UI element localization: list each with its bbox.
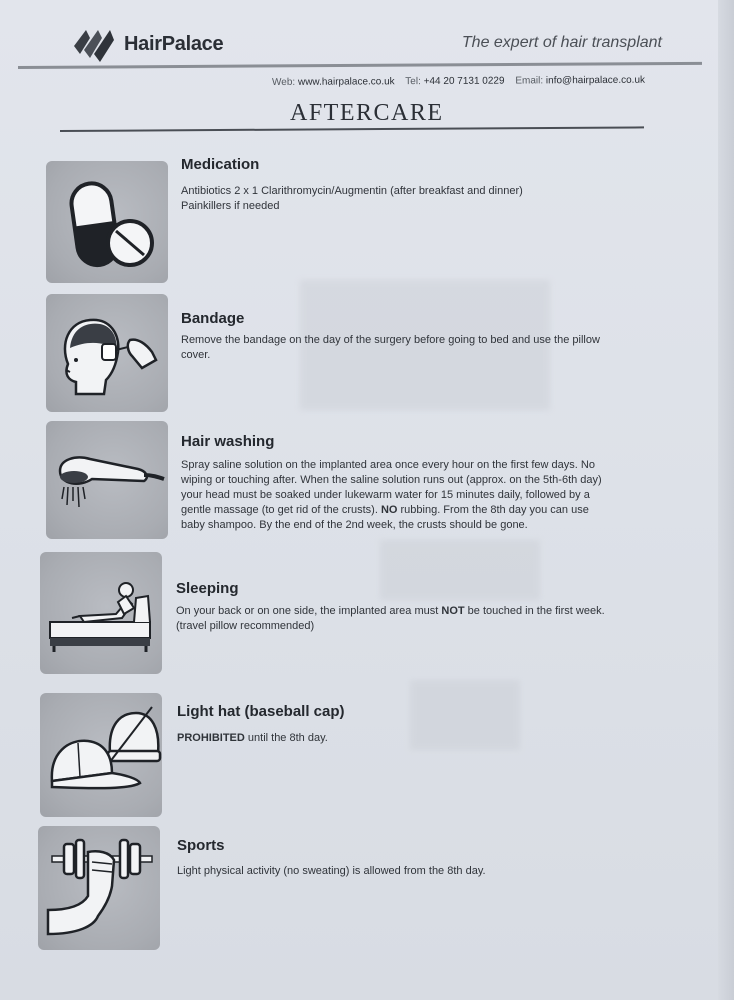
hair-washing-icon-box (46, 421, 168, 539)
sports-title: Sports (177, 837, 225, 854)
show-through (410, 680, 520, 750)
caps-icon (40, 693, 162, 817)
light-hat-icon-box (40, 693, 162, 817)
sleeping-icon-box (40, 552, 162, 674)
medication-title: Medication (181, 156, 260, 173)
bandage-icon-box (46, 294, 168, 412)
page-title: AFTERCARE (290, 100, 444, 126)
medication-line: Antibiotics 2 x 1 Clarithromycin/Augmentin (after breakfast and dinner) (181, 185, 523, 197)
hair-washing-text: rubbing. From the 8th day you can use (397, 504, 589, 516)
web-link[interactable]: www.hairpalace.co.uk (297, 76, 395, 88)
light-hat-title: Light hat (baseball cap) (177, 703, 345, 720)
bandage-title: Bandage (181, 310, 245, 327)
sports-line: Light physical activity (no sweating) is allowed from the 8th day. (177, 865, 486, 877)
emphasis-no: NO (380, 504, 398, 516)
bed-icon (40, 552, 162, 674)
email-label: Email: (515, 75, 544, 87)
sleeping-title: Sleeping (176, 580, 239, 597)
hair-washing-line: wiping or touching after. When the saline solution runs out (approx. on the 5th-6th day) (181, 474, 602, 486)
tel-label: Tel: (405, 76, 421, 88)
bandage-line: cover. (181, 349, 211, 361)
sleeping-text: On your back or on one side, the implanted area must (176, 605, 442, 617)
paper-edge (718, 0, 734, 1000)
sleeping-body (176, 604, 656, 634)
title-rule (60, 126, 644, 131)
logo-mark-icon (70, 24, 118, 64)
light-hat-line (177, 731, 328, 746)
tagline: The expert of hair transplant (461, 34, 662, 51)
sports-body (177, 864, 486, 879)
medication-body (181, 184, 523, 214)
brand-logo (70, 24, 223, 64)
light-hat-body (177, 731, 328, 746)
light-hat-text: until the 8th day. (244, 732, 328, 744)
hair-washing-title: Hair washing (181, 433, 275, 450)
emphasis-not: NOT (441, 605, 465, 617)
show-through (380, 540, 540, 600)
sleeping-line: (travel pillow recommended) (176, 620, 315, 632)
hair-washing-line: Spray saline solution on the implanted area once every hour on the first few days. No (181, 459, 595, 471)
contact-line (272, 75, 645, 88)
dumbbell-icon (38, 826, 160, 950)
bandage-removal-icon (46, 294, 168, 412)
tel-number[interactable]: +44 20 7131 0229 (423, 75, 505, 88)
brand-name: HairPalace (124, 32, 224, 55)
medication-icon-box (46, 161, 168, 283)
sleeping-line (176, 604, 656, 619)
bandage-body (181, 333, 600, 363)
medication-line: Painkillers if needed (181, 200, 280, 212)
sports-icon-box (38, 826, 160, 950)
pills-icon (46, 161, 168, 283)
shower-head-icon (46, 421, 168, 539)
hair-washing-line: baby shampoo. By the end of the 2nd week, the crusts should be gone. (181, 519, 528, 531)
hair-washing-line: your head must be soaked under lukewarm water for 15 minutes daily, followed by a (181, 489, 590, 501)
email-link[interactable]: info@hairpalace.co.uk (545, 74, 646, 87)
bandage-line: Remove the bandage on the day of the surgery before going to bed and use the pillow (181, 334, 600, 346)
emphasis-prohibited: PROHIBITED (177, 732, 245, 744)
hair-washing-body (181, 458, 661, 533)
sleeping-text: be touched in the first week. (464, 605, 605, 617)
web-label: Web: (271, 76, 296, 88)
hair-washing-line (181, 503, 661, 518)
hair-washing-text: gentle massage (to get rid of the crusts). (181, 504, 381, 516)
